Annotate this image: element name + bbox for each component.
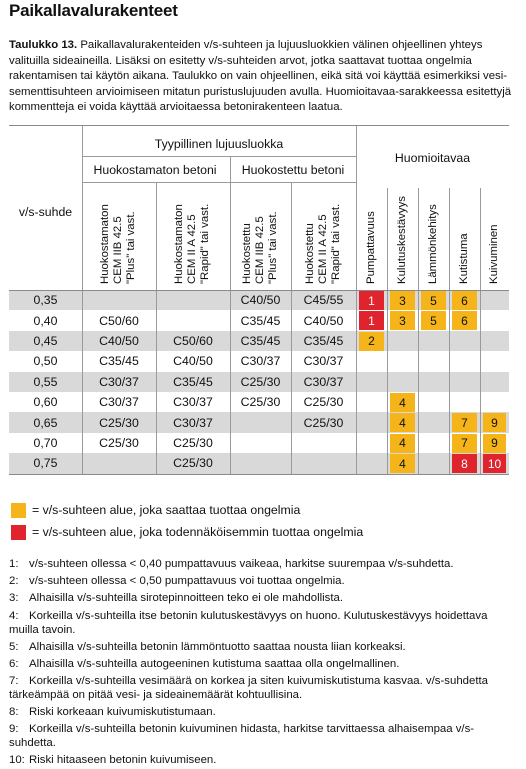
- strength-class-cell: [291, 433, 356, 453]
- note-marker: 7: [452, 434, 477, 453]
- header-vs-ratio: v/s-suhde: [18, 205, 73, 219]
- note-column-label: Pumpattavuus: [364, 211, 377, 284]
- strength-class-cell: C30/37: [99, 395, 139, 410]
- strength-class-cell: C35/45: [240, 333, 281, 348]
- footnote-text: Riski korkeaan kuivumiskutistumaan.: [29, 706, 216, 718]
- strength-class-cell: [82, 453, 156, 473]
- footnote: [9, 574, 514, 588]
- grid-line: [387, 188, 388, 474]
- footnote-text: Riski hitaaseen betonin kuivumiseen.: [29, 754, 217, 767]
- note-column-label: Lämmönkehitys: [426, 204, 439, 284]
- note-marker: 10: [483, 454, 506, 473]
- column-header-label: Huokostettu CEM IIB 42.5 "Plus" tai vast.: [240, 211, 279, 284]
- note-marker: 7: [452, 413, 477, 432]
- footnote: [9, 591, 514, 605]
- footnote-text: Korkeilla v/s-suhteilla betonin kuivuminen hidasta, harkitse tarvittaessa alhaisempaa v/s-suhdetta.: [9, 723, 475, 750]
- strength-class-cell: C25/30: [173, 435, 213, 450]
- table-row: [0, 310, 526, 330]
- note-marker: 9: [483, 413, 506, 432]
- strength-class-cell: C35/45: [173, 374, 213, 389]
- strength-class-cell: C35/45: [303, 333, 344, 348]
- table-row: [0, 392, 526, 412]
- table-row: [0, 433, 526, 453]
- footnote: [9, 705, 514, 719]
- table-row: [0, 453, 526, 473]
- note-marker: 1: [359, 311, 384, 330]
- footnote-number: 5:: [9, 640, 19, 653]
- table-row: [0, 290, 526, 310]
- footnote-text: Korkeilla v/s-suhteilla vesimäärä on korkea ja siten kuivumiskutistuma kasvaa. v/s-suhdetta tärkeämpää on pitää vesi- ja sideainemäärät kohtuullisina.: [9, 675, 488, 701]
- footnote-text: Alhaisilla v/s-suhteilla betonin lämmöntuotto saattaa nousta liian korkeaksi.: [29, 640, 406, 653]
- strength-class-cell: [156, 310, 230, 330]
- footnote-text: Korkeilla v/s-suhteilla itse betonin kulutuskestävyys on huono. Kulutuskestävyys hoidettava muilla tavoin.: [9, 609, 488, 636]
- table-row: [0, 331, 526, 351]
- column-header-label: Huokostamaton CEM II A 42.5 "Rapid" tai vast.: [173, 203, 211, 284]
- strength-class-cell: C30/37: [303, 374, 344, 389]
- note-marker: 1: [359, 291, 384, 310]
- footnote: [9, 674, 514, 702]
- header-divider: [82, 156, 356, 157]
- strength-class-cell: C30/37: [99, 374, 139, 389]
- footnote: [9, 609, 514, 637]
- footnote: [9, 753, 514, 767]
- table-row: [0, 351, 526, 371]
- grid-line: [480, 188, 481, 474]
- strength-class-cell: [230, 453, 291, 473]
- vs-ratio-cell: 0,75: [33, 456, 58, 471]
- strength-class-cell: C50/60: [99, 313, 139, 328]
- table-bottom-rule: [9, 474, 509, 475]
- strength-class-cell: C35/45: [99, 354, 139, 369]
- footnote: [9, 640, 514, 654]
- footnote-text: v/s-suhteen ollessa < 0,40 pumpattavuus vaikeaa, harkitse suurempaa v/s-suhdetta.: [29, 558, 454, 570]
- footnote-number: 3:: [9, 592, 19, 605]
- vs-ratio-cell: 0,45: [33, 333, 58, 348]
- note-marker: 5: [421, 311, 446, 330]
- strength-class-cell: [230, 433, 291, 453]
- note-marker: 5: [421, 291, 446, 310]
- vs-ratio-cell: 0,50: [33, 354, 58, 369]
- note-marker: 9: [483, 434, 506, 453]
- column-header-label: Huokostettu CEM II A 42.5 "Rapid" tai vast.: [303, 203, 342, 284]
- strength-class-cell: C40/50: [303, 313, 344, 328]
- note-marker: 4: [390, 393, 415, 412]
- strength-class-cell: C45/55: [303, 293, 344, 308]
- table-row: [0, 372, 526, 392]
- footnote-number: 2:: [9, 575, 19, 588]
- grid-line: [230, 157, 231, 474]
- note-marker: 4: [390, 454, 415, 473]
- footnote-number: 1:: [9, 558, 19, 570]
- strength-class-cell: [291, 453, 356, 473]
- column-header-label: Huokostamaton CEM IIB 42.5 "Plus" tai vast.: [99, 204, 137, 284]
- vs-ratio-cell: 0,35: [33, 293, 58, 308]
- legend-red-text: = v/s-suhteen alue, joka todennäköisemmin tuottaa ongelmia: [32, 525, 364, 539]
- caption-label: Taulukko 13.: [9, 39, 78, 51]
- footnote-number: 10:: [9, 754, 25, 767]
- note-marker: 6: [452, 291, 477, 310]
- header-uncompacted: Huokostamaton betoni: [93, 163, 217, 177]
- footnote-number: 7:: [9, 675, 19, 687]
- header-notes: Huomioitavaa: [394, 151, 471, 165]
- table-caption: [9, 38, 514, 116]
- legend-yellow-swatch: [11, 503, 26, 518]
- vs-ratio-cell: 0,70: [33, 435, 58, 450]
- strength-class-cell: C30/37: [173, 415, 213, 430]
- strength-class-cell: C25/30: [99, 415, 139, 430]
- footnote-text: Alhaisilla v/s-suhteilla autogeeninen kutistuma saattaa olla ongelmallinen.: [29, 657, 400, 670]
- strength-class-cell: [230, 412, 291, 432]
- note-marker: 8: [452, 454, 477, 473]
- strength-class-cell: C25/30: [303, 415, 344, 430]
- note-marker: 2: [359, 332, 384, 351]
- caption-text: Paikallavalurakenteiden v/s-suhteen ja lujuusluokkien välinen ohjeellinen yhteys valituilla sideaineilla. Lisäksi on esitetty v/s-suhteiden arvot, jotka saattavat tuottaa ongelmia rakentamisen tai käytön aikana. Taulukko on vain ohjeellinen, eikä sitä voi käyttää esimerkiksi vesi-sementtisuhteen arvioimiseen mitatun puristuslujuuden avulla. Huomioitavaa-sarakkeessa esitettyjä kommentteja ei voida käyttää arvioitaessa betonirakenteen laatua.: [9, 39, 512, 114]
- strength-class-cell: C50/60: [173, 333, 213, 348]
- note-marker: 3: [390, 311, 415, 330]
- strength-class-cell: C25/30: [173, 456, 213, 471]
- strength-class-cell: C25/30: [99, 435, 139, 450]
- note-column-label: Kulutuskestävyys: [395, 196, 408, 284]
- vs-ratio-cell: 0,65: [33, 415, 58, 430]
- footnote-number: 6:: [9, 657, 19, 670]
- strength-class-cell: C30/37: [303, 354, 344, 369]
- strength-class-cell: [82, 290, 156, 310]
- strength-class-cell: C25/30: [240, 374, 281, 389]
- strength-class-cell: C35/45: [240, 313, 281, 328]
- note-column-label: Kuivuminen: [487, 224, 500, 284]
- table-top-rule: [9, 125, 509, 126]
- footnote-number: 9:: [9, 723, 19, 736]
- strength-class-cell: C30/37: [173, 395, 213, 410]
- strength-class-cell: C30/37: [240, 354, 281, 369]
- strength-class-cell: C25/30: [303, 395, 344, 410]
- grid-line: [449, 188, 450, 474]
- note-marker: 4: [390, 413, 415, 432]
- strength-class-cell: C25/30: [240, 395, 281, 410]
- legend-red-swatch: [11, 525, 26, 540]
- strength-class-cell: C40/50: [173, 354, 213, 369]
- strength-class-cell: [156, 290, 230, 310]
- grid-line: [356, 126, 357, 474]
- grid-line: [418, 188, 419, 474]
- table-row: [0, 412, 526, 432]
- header-bottom-rule: [9, 290, 509, 291]
- header-divider: [82, 182, 356, 183]
- header-compacted: Huokostettu betoni: [241, 163, 345, 177]
- grid-line: [291, 183, 292, 474]
- footnote: [9, 722, 514, 750]
- strength-class-cell: C40/50: [99, 333, 139, 348]
- vs-ratio-cell: 0,55: [33, 374, 58, 389]
- grid-line: [156, 183, 157, 474]
- note-marker: 4: [390, 434, 415, 453]
- vs-ratio-cell: 0,40: [33, 313, 58, 328]
- header-typical-strength: Tyypillinen lujuusluokka: [154, 137, 284, 151]
- footnote-number: 4:: [9, 609, 19, 622]
- page-title: Paikallavalurakenteet: [9, 1, 178, 20]
- note-marker: 3: [390, 291, 415, 310]
- legend-yellow-text: = v/s-suhteen alue, joka saattaa tuottaa ongelmia: [32, 503, 301, 517]
- grid-line: [82, 126, 83, 474]
- note-column-label: Kutistuma: [457, 233, 470, 284]
- footnote-text: v/s-suhteen ollessa < 0,50 pumpattavuus voi tuottaa ongelmia.: [29, 575, 345, 588]
- vs-ratio-cell: 0,60: [33, 395, 58, 410]
- strength-class-cell: C40/50: [240, 293, 281, 308]
- footnote-number: 8:: [9, 706, 19, 718]
- footnote: [9, 657, 514, 671]
- footnote: [9, 557, 514, 571]
- footnote-text: Alhaisilla v/s-suhteilla sirotepinnoitteen teko ei ole mahdollista.: [29, 592, 344, 605]
- note-marker: 6: [452, 311, 477, 330]
